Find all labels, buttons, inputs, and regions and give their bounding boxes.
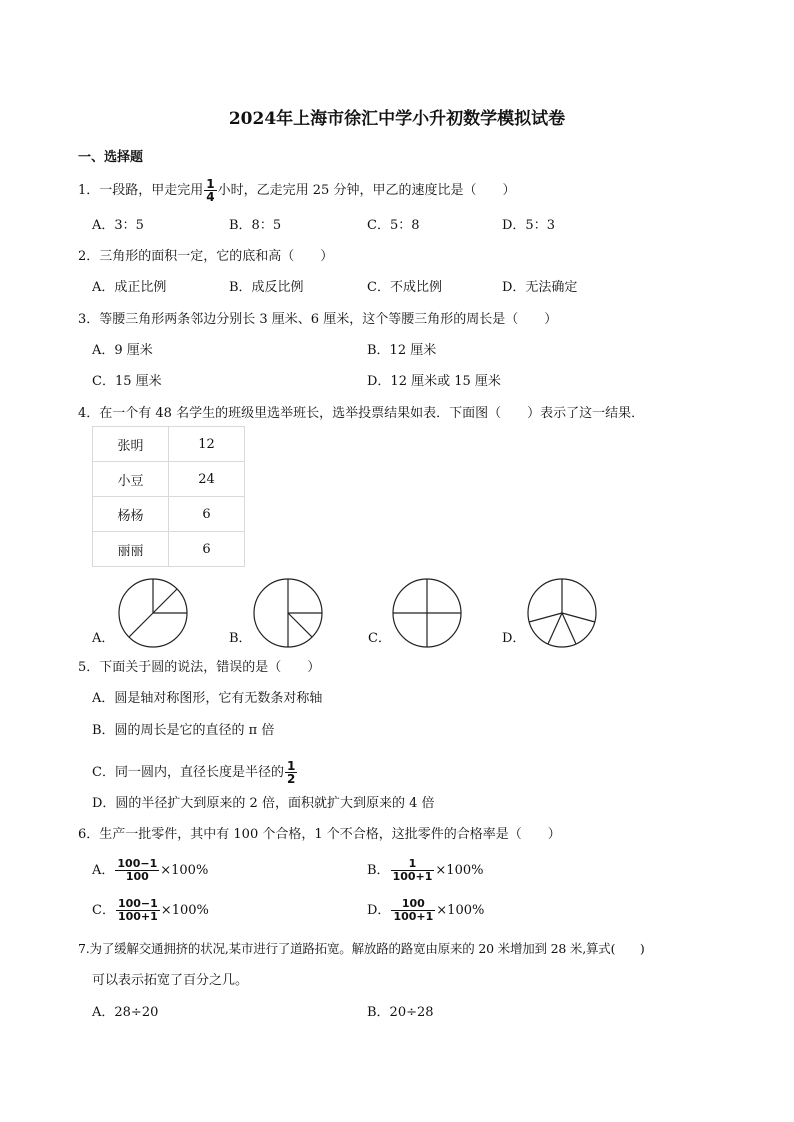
- pie-chart-option-d[interactable]: [527, 578, 597, 648]
- question-5: 5．下面关于圆的说法，错误的是（ ）: [78, 660, 321, 675]
- table-cell-votes: 24: [169, 462, 245, 497]
- option-suffix: ×100%: [160, 903, 209, 918]
- table-cell-votes: 6: [169, 497, 245, 532]
- question-1-option-a[interactable]: A．3：5: [92, 218, 144, 233]
- question-6-option-a[interactable]: [92, 858, 208, 883]
- question-1-fraction: [204, 178, 216, 203]
- fraction-numerator: 1: [206, 177, 215, 191]
- question-2-option-d[interactable]: D．无法确定: [502, 280, 578, 295]
- pie-divider: [153, 589, 177, 613]
- pie-divider: [529, 613, 562, 622]
- option-c-fraction: [285, 760, 297, 785]
- question-1-post: 小时，乙走完用 25 分钟，甲乙的速度比是（ ）: [217, 183, 516, 198]
- pie-divider: [562, 613, 576, 644]
- option-suffix: ×100%: [435, 863, 484, 878]
- question-2-option-c[interactable]: C．不成比例: [367, 280, 442, 295]
- fraction-numerator: 1: [391, 858, 435, 871]
- pie-divider: [288, 613, 312, 637]
- pie-chart-option-a[interactable]: [118, 578, 188, 648]
- vote-table: [92, 426, 245, 567]
- pie-divider: [562, 613, 595, 622]
- question-2-option-a[interactable]: A．成正比例: [92, 280, 167, 295]
- pie-chart-option-b[interactable]: [253, 578, 323, 648]
- fraction-denominator: 4: [206, 190, 215, 204]
- table-row: [93, 462, 245, 497]
- table-row: [93, 427, 245, 462]
- fraction-numerator: 1: [286, 759, 296, 773]
- question-6-option-c[interactable]: [92, 898, 209, 923]
- question-4-option-b[interactable]: B．: [229, 631, 252, 646]
- question-7-line-2: 可以表示拓宽了百分之几。: [92, 973, 249, 988]
- section-heading: 一、选择题: [78, 150, 144, 165]
- table-cell-name: 杨杨: [93, 497, 169, 532]
- question-6-option-d[interactable]: [367, 898, 484, 923]
- question-3-option-a[interactable]: A．9 厘米: [92, 343, 153, 358]
- question-7-option-a[interactable]: A．28÷20: [92, 1005, 159, 1020]
- option-fraction: [115, 858, 159, 883]
- question-4-option-d[interactable]: D．: [502, 631, 526, 646]
- question-5-option-d[interactable]: D．圆的半径扩大到原来的 2 倍，面积就扩大到原来的 4 倍: [92, 796, 435, 811]
- table-cell-name: 张明: [93, 427, 169, 462]
- question-3: 3．等腰三角形两条邻边分别长 3 厘米、6 厘米，这个等腰三角形的周长是（ ）: [78, 312, 558, 327]
- fraction-denominator: 100+1: [392, 870, 433, 883]
- question-2-option-b[interactable]: B．成反比例: [229, 280, 304, 295]
- question-1-pre: 1．一段路，甲走完用: [78, 183, 204, 198]
- question-3-option-b[interactable]: B．12 厘米: [367, 343, 437, 358]
- option-suffix: ×100%: [436, 903, 485, 918]
- question-1-option-d[interactable]: D．5：3: [502, 218, 555, 233]
- table-cell-name: 小豆: [93, 462, 169, 497]
- fraction-numerator: 100: [391, 898, 435, 911]
- fraction-denominator: 100+1: [117, 910, 158, 923]
- pie-divider: [548, 613, 562, 644]
- table-row: [93, 497, 245, 532]
- question-1: [78, 178, 515, 203]
- question-4-option-a[interactable]: A．: [92, 631, 115, 646]
- fraction-numerator: 100−1: [117, 897, 158, 910]
- fraction-denominator: 100: [125, 870, 149, 883]
- table-cell-votes: 12: [169, 427, 245, 462]
- question-1-option-b[interactable]: B．8：5: [229, 218, 282, 233]
- option-fraction: [391, 898, 435, 923]
- option-label: A．: [92, 863, 115, 878]
- question-4-option-c[interactable]: C．: [368, 631, 391, 646]
- option-fraction: [391, 858, 435, 883]
- question-1-option-c[interactable]: C．5：8: [367, 218, 420, 233]
- question-2: 2．三角形的面积一定，它的底和高（ ）: [78, 249, 334, 264]
- option-fraction: [116, 898, 160, 923]
- pie-divider: [129, 613, 153, 637]
- question-3-option-c[interactable]: C．15 厘米: [92, 374, 162, 389]
- option-label: B．: [367, 863, 390, 878]
- table-cell-name: 丽丽: [93, 532, 169, 567]
- option-label: C．: [92, 903, 115, 918]
- question-6-option-b[interactable]: [367, 858, 483, 883]
- fraction-denominator: 2: [286, 772, 296, 786]
- question-5-option-a[interactable]: A．圆是轴对称图形，它有无数条对称轴: [92, 691, 323, 706]
- question-7-option-b[interactable]: B．20÷28: [367, 1005, 434, 1020]
- question-6: 6．生产一批零件，其中有 100 个合格，1 个不合格，这批零件的合格率是（ ）: [78, 827, 561, 842]
- page-title: 2024年上海市徐汇中学小升初数学模拟试卷: [228, 109, 566, 129]
- fraction-denominator: 100+1: [393, 910, 434, 923]
- question-5-option-c[interactable]: [92, 760, 298, 785]
- question-3-option-d[interactable]: D．12 厘米或 15 厘米: [367, 374, 501, 389]
- option-c-text: C．同一圆内，直径长度是半径的: [92, 765, 284, 780]
- question-4: 4．在一个有 48 名学生的班级里选举班长，选举投票结果如表．下面图（ ）表示了这一结果．: [78, 406, 645, 421]
- pie-chart-option-c[interactable]: [392, 578, 462, 648]
- option-suffix: ×100%: [160, 863, 209, 878]
- table-row: [93, 532, 245, 567]
- fraction-numerator: 100−1: [117, 857, 158, 870]
- question-5-option-b[interactable]: B．圆的周长是它的直径的 π 倍: [92, 723, 275, 738]
- question-7-line-1: 7.为了缓解交通拥挤的状况,某市进行了道路拓宽。解放路的路宽由原来的 20 米增加到 28 米,算式( ): [78, 941, 645, 956]
- option-label: D．: [367, 903, 391, 918]
- table-cell-votes: 6: [169, 532, 245, 567]
